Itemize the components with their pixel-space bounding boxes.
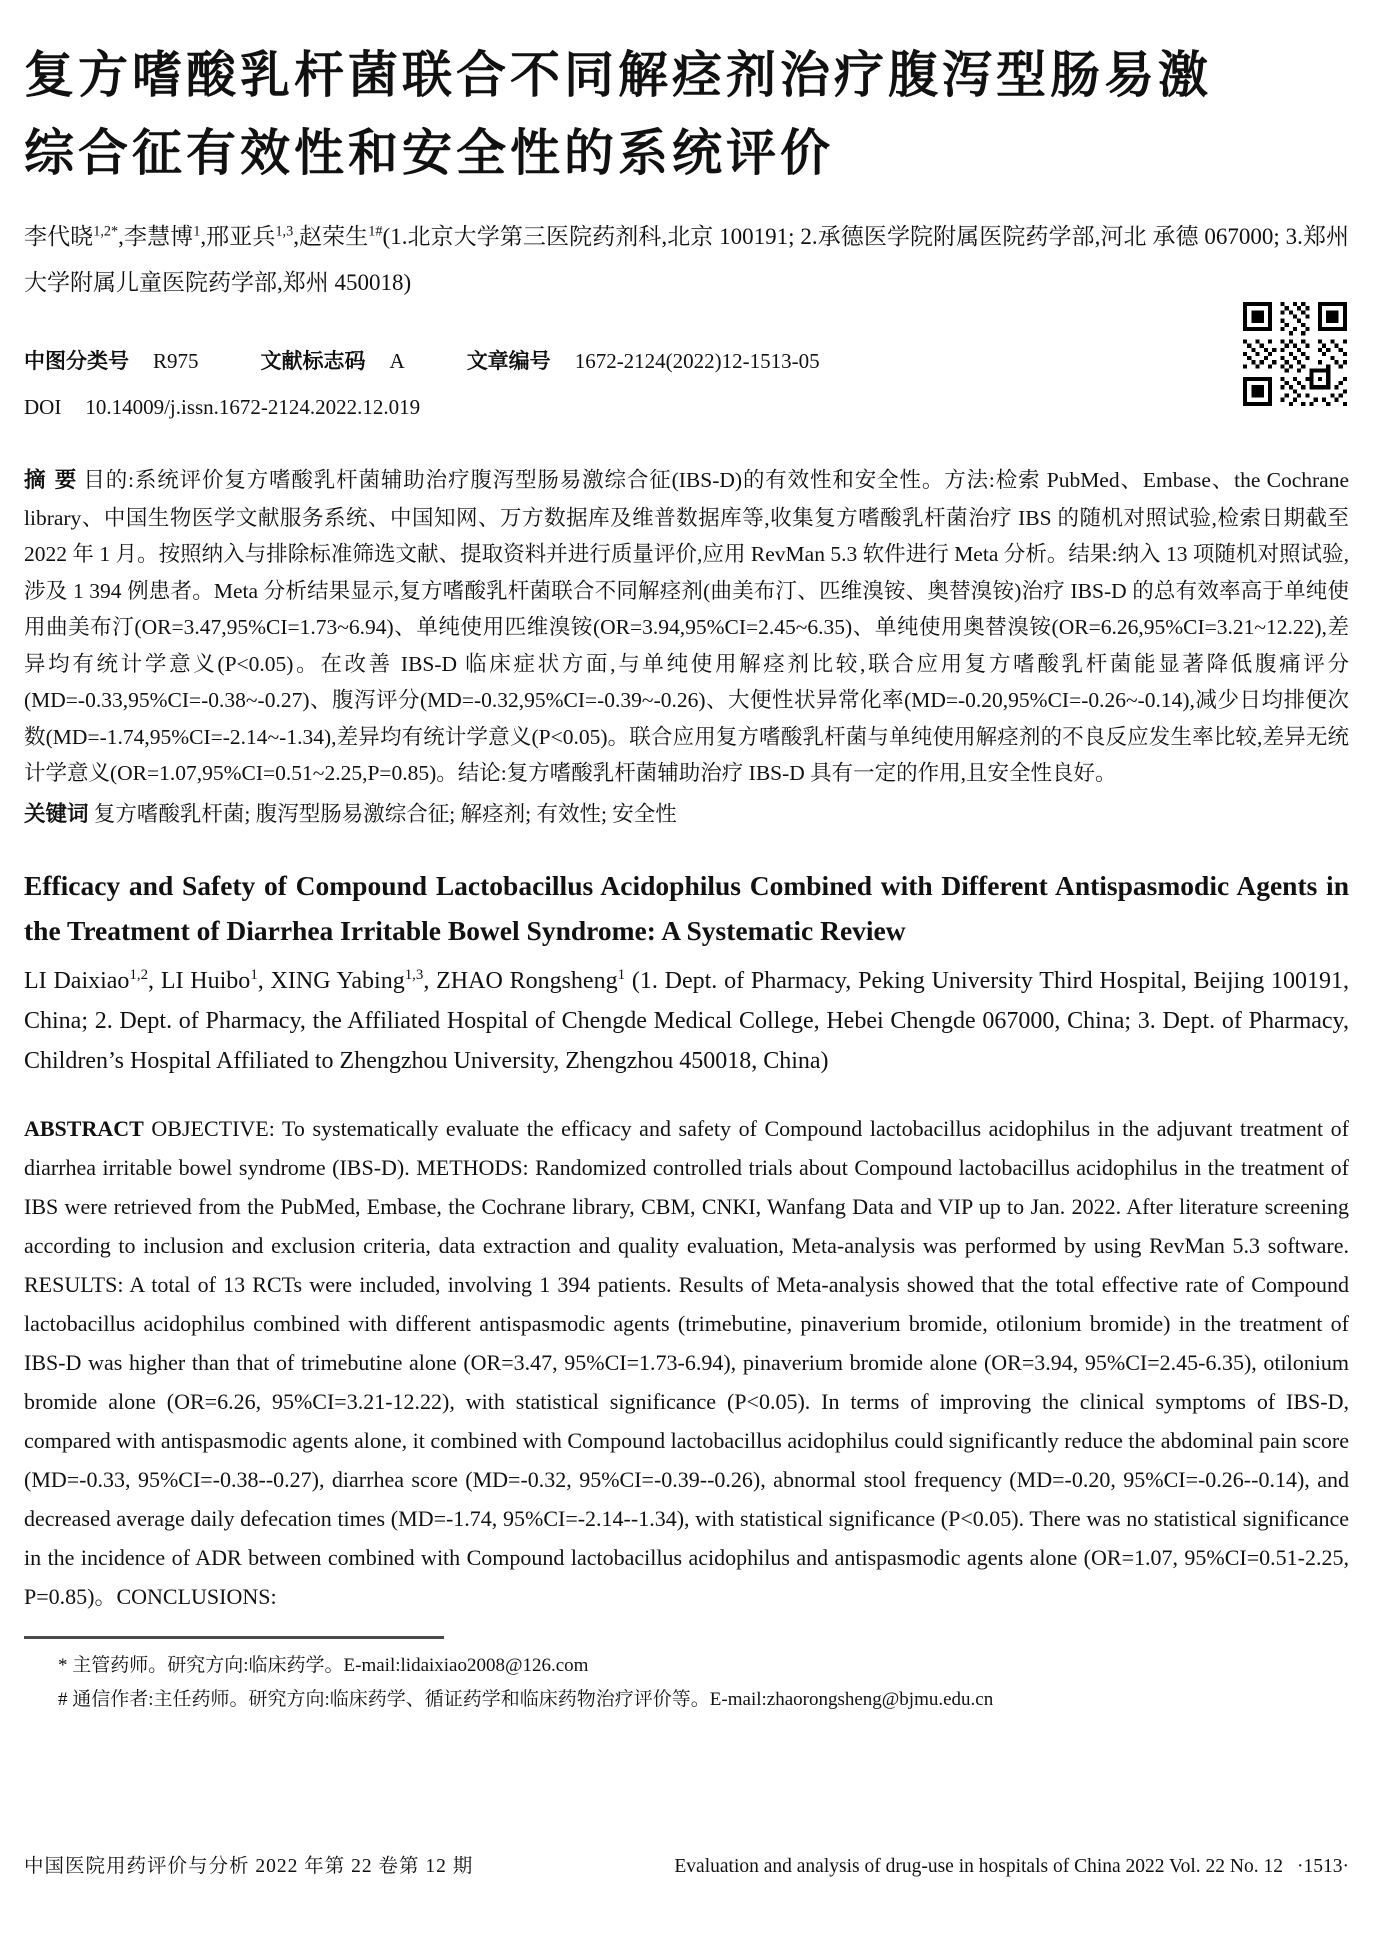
- clc-value: R975: [153, 349, 199, 373]
- footnote-corresponding-1: [58, 1649, 1349, 1683]
- author-cn-3: ,邢亚兵: [200, 224, 276, 249]
- article-title-en: Efficacy and Safety of Compound Lactobacillus Acidophilus Combined with Different Antispasmodic Agents in the Treatment of Diarrhea Irritable Bowel Syndrome: A Systematic Review: [24, 870, 1349, 946]
- abstract-en-text: OBJECTIVE: To systematically evaluate the efficacy and safety of Compound lactobacillus acidophilus in the adjuvant treatment of diarrhea irritable bowel syndrome (IBS-D). METHODS: Randomized controlled trials about Compound lactobacillus acidophilus in the treatment of IBS were retrieved from the PubMed, Embase, the Cochrane library, CBM, CNKI, Wanfang Data and VIP up to Jan. 2022. After literature screening according to inclusion and exclusion criteria, data extraction and quality evaluation, Meta-analysis was performed by using RevMan 5.3 software. RESULTS: A total of 13 RCTs were included, involving 1 394 patients. Results of Meta-analysis showed that the total effective rate of Compound lactobacillus acidophilus combined with different antispasmodic agents (trimebutine, pinaverium bromide, otilonium bromide) in the treatment of IBS-D was higher than that of trimebutine alone (OR=3.47, 95%CI=1.73-6.94), pinaverium bromide alone (OR=3.94, 95%CI=2.45-6.35), otilonium bromide alone (OR=6.26, 95%CI=3.21-12.22), with statistical significance (P<0.05). In terms of improving the clinical symptoms of IBS-D, compared with antispasmodic agents alone, it combined with Compound lactobacillus acidophilus could significantly reduce the abdominal pain score (MD=-0.33, 95%CI=-0.38--0.27), diarrhea score (MD=-0.32, 95%CI=-0.39--0.26), abnormal stool frequency (MD=-0.20, 95%CI=-0.26--0.14), and decreased average daily defecation times (MD=-1.74, 95%CI=-2.14--1.34), with statistical significance (P<0.05). There was no statistical significance in the incidence of ADR between combined with Compound lactobacillus acidophilus and antispasmodic agents alone (OR=1.07, 95%CI=0.51-2.25, P=0.85)。CONCLUSIONS:: [24, 1116, 1350, 1609]
- author-cn-1-sup: 1,2*: [93, 223, 119, 240]
- clc-label: 中图分类号: [24, 349, 129, 373]
- author-en-2-sup: 1: [250, 967, 258, 983]
- abstract-en-label: ABSTRACT: [24, 1116, 144, 1141]
- author-en-4: , ZHAO Rongsheng: [423, 968, 618, 994]
- author-cn-4: ,赵荣生: [293, 224, 369, 249]
- author-cn-1: 李代晓: [24, 224, 94, 249]
- author-cn-2-sup: 1: [193, 223, 201, 240]
- article-id-label: 文章编号: [466, 349, 551, 373]
- author-en-4-sup: 1: [617, 967, 626, 983]
- author-cn-4-sup: 1#: [368, 223, 383, 240]
- author-cn-3-sup: 1,3: [275, 223, 294, 240]
- affiliations-cn: (1.北京大学第三医院药剂科,北京 100191; 2.承德医学院附属医院药学部,河北 承德 067000; 3.郑州大学附属儿童医院药学部,郑州 450018): [24, 224, 1350, 295]
- author-en-3: , XING Yabing: [257, 968, 405, 994]
- authors-cn: [24, 214, 1349, 306]
- author-en-2: , LI Huibo: [148, 968, 251, 994]
- title-cn-line1: 复方嗜酸乳杆菌联合不同解痉剂治疗腹泻型肠易激: [24, 47, 1212, 103]
- doc-code-value: A: [389, 349, 405, 373]
- author-en-3-sup: 1,3: [404, 967, 424, 983]
- footnote-text-1: 主管药师。研究方向:临床药学。E-mail:lidaixiao2008@126.com: [67, 1655, 589, 1676]
- doi-value: 10.14009/j.issn.1672-2124.2022.12.019: [85, 395, 421, 419]
- keywords-cn: [24, 796, 1349, 834]
- author-cn-2: ,李慧博: [118, 224, 194, 249]
- doi-row: [24, 392, 1349, 422]
- footnote-text-2: 通信作者:主任药师。研究方向:临床药学、循证药学和临床药物治疗评价等。E-mail:zhaorongsheng@bjmu.edu.cn: [67, 1689, 994, 1710]
- authors-en: [24, 961, 1349, 1081]
- doi-label: DOI: [24, 395, 62, 419]
- footer-journal-cn: 中国医院用药评价与分析 2022 年第 22 卷第 12 期: [24, 1856, 474, 1877]
- page-footer: [24, 1850, 1349, 1878]
- footnote-corresponding-2: [58, 1683, 1349, 1717]
- footnotes: [24, 1649, 1349, 1717]
- abstract-cn: [24, 462, 1349, 792]
- keywords-cn-text: 复方嗜酸乳杆菌; 腹泻型肠易激综合征; 解痉剂; 有效性; 安全性: [93, 801, 677, 826]
- footer-page-number: ·1513·: [1297, 1856, 1349, 1877]
- footer-journal-en: [674, 1856, 1349, 1878]
- footnote-divider: [24, 1636, 444, 1639]
- article-id-value: 1672-2124(2022)12-1513-05: [574, 349, 820, 373]
- footnote-marker-1: *: [58, 1655, 68, 1676]
- abstract-en: [24, 1109, 1349, 1616]
- keywords-cn-label: 关键词: [24, 801, 89, 827]
- article-meta-row: [24, 346, 1349, 376]
- article-title-cn: [24, 36, 1349, 192]
- doc-code-label: 文献标志码: [260, 349, 366, 373]
- footer-journal-en-text: Evaluation and analysis of drug-use in hospitals of China 2022 Vol. 22 No. 12: [674, 1856, 1283, 1877]
- footnote-marker-2: #: [58, 1689, 68, 1710]
- abstract-cn-label: 摘 要: [24, 468, 78, 493]
- author-en-1-sup: 1,2: [129, 967, 149, 983]
- qr-code-icon: [1243, 302, 1347, 406]
- title-cn-line2: 综合征有效性和安全性的系统评价: [24, 125, 834, 181]
- author-en-1: LI Daixiao: [24, 968, 130, 994]
- affiliations-en: (1. Dept. of Pharmacy, Peking University Third Hospital, Beijing 100191, China; 2. Dept. of Pharmacy, the Affiliated Hospital of Chengde Medical College, Hebei Chengde 067000, China; 3. Dept. of Pharmacy, Children’s Hospital Affiliated to Zhengzhou University, Zhengzhou 450018, China): [24, 968, 1350, 1074]
- abstract-cn-text: 目的:系统评价复方嗜酸乳杆菌辅助治疗腹泻型肠易激综合征(IBS-D)的有效性和安全性。方法:检索 PubMed、Embase、the Cochrane library、中国生物医学文献服务系统、中国知网、万方数据库及维普数据库等,收集复方嗜酸乳杆菌治疗 IBS 的随机对照试验,检索日期截至 2022 年 1 月。按照纳入与排除标准筛选文献、提取资料并进行质量评价,应用 RevMan 5.3 软件进行 Meta 分析。结果:纳入 13 项随机对照试验,涉及 1 394 例患者。Meta 分析结果显示,复方嗜酸乳杆菌联合不同解痉剂(曲美布汀、匹维溴铵、奥替溴铵)治疗 IBS-D 的总有效率高于单纯使用曲美布汀(OR=3.47,95%CI=1.73~6.94)、单纯使用匹维溴铵(OR=3.94,95%CI=2.45~6.35)、单纯使用奥替溴铵(OR=6.26,95%CI=3.21~12.22),差异均有统计学意义(P<0.05)。在改善 IBS-D 临床症状方面,与单纯使用解痉剂比较,联合应用复方嗜酸乳杆菌能显著降低腹痛评分(MD=-0.33,95%CI=-0.38~-0.27)、腹泻评分(MD=-0.32,95%CI=-0.39~-0.26)、大便性状异常化率(MD=-0.20,95%CI=-0.26~-0.14),减少日均排便次数(MD=-1.74,95%CI=-2.14~-1.34),差异均有统计学意义(P<0.05)。联合应用复方嗜酸乳杆菌与单纯使用解痉剂的不良反应发生率比较,差异无统计学意义(OR=1.07,95%CI=0.51~2.25,P=0.85)。结论:复方嗜酸乳杆菌辅助治疗 IBS-D 具有一定的作用,且安全性良好。: [24, 468, 1349, 785]
